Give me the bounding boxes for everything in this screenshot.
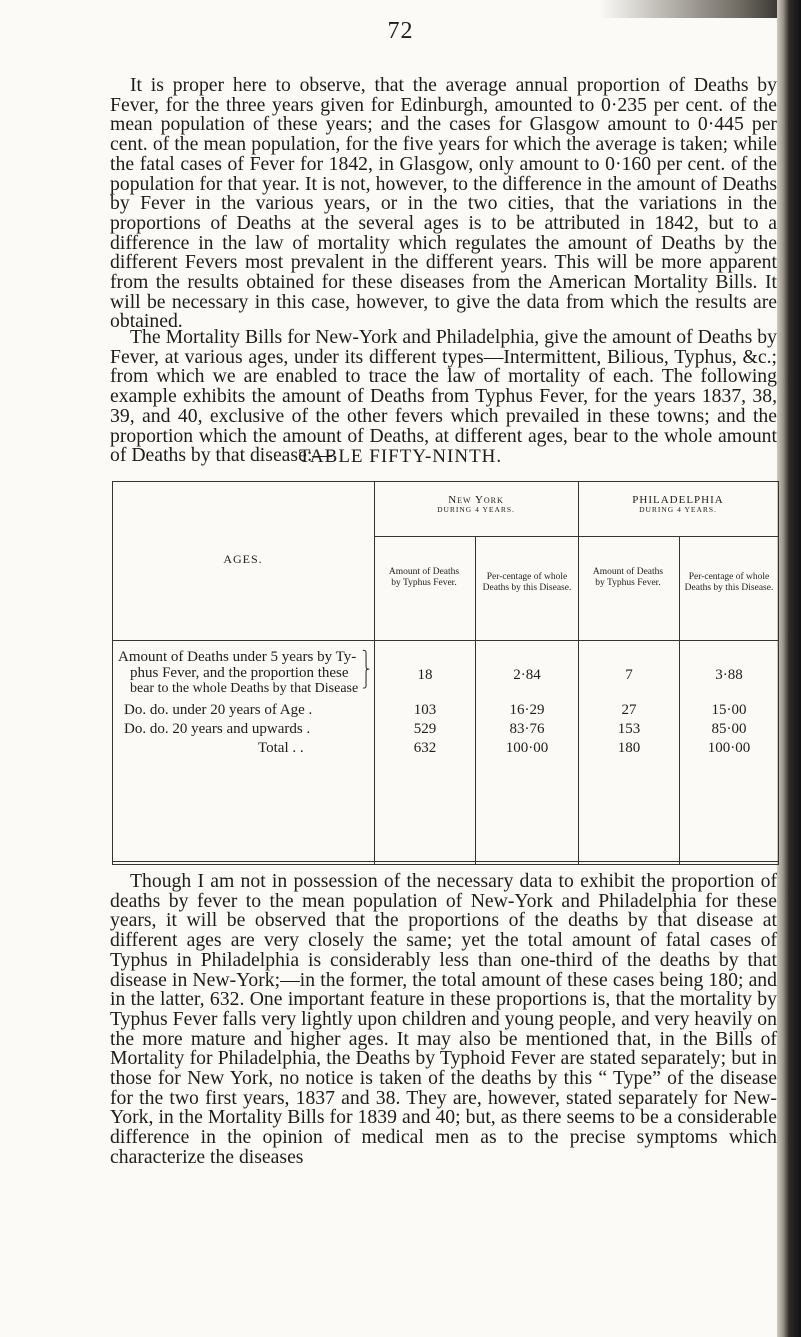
paragraph-1: It is proper here to observe, that the average annual proportion of Deaths by Fever, for the three years given for Edinburgh, amounted to 0·235 per cent. of the mean population of these years; and the cases for Glasgow amount to 0·445 per cent. of the mean population, for the five years for which the average is taken; while the fatal cases of Fever for 1842, in Glasgow, only amount to 0·160 per cent. of the population for that year. It is not, however, to the difference in the amount of Deaths by Fever in the various years, or in the two cities, that the variations in the proportions of Deaths at the several ages is to be attributed in 1842, but to a difference in the law of mortality which regulates the amount of Deaths by the different Fevers most prevalent in the different years. This will be more apparent from the results obtained for these diseases from the American Mortality Bills. It will be necessary in this case, however, to give the data from which the results are obtained. bbox=[110, 74, 777, 333]
table-title: TABLE FIFTY-NINTH. bbox=[298, 446, 503, 467]
ny-percent-cell: 2·84 bbox=[513, 667, 541, 683]
ph-percent-cell: 15·00 bbox=[711, 702, 747, 718]
row-label-20-and-upwards: Do. do. 20 years and upwards . bbox=[124, 721, 311, 737]
ny-amount-cell: 103 bbox=[413, 702, 437, 718]
ph-percent-header: Per-centage of whole Deaths by this Disease. bbox=[684, 572, 774, 593]
ny-amount-total: 632 bbox=[413, 740, 437, 756]
table-group-rule bbox=[374, 536, 778, 537]
ph-amount-cell: 7 bbox=[625, 667, 633, 683]
new-york-header: New York bbox=[448, 494, 504, 506]
row-label-under-5 bbox=[118, 649, 358, 697]
row-label-line: bear to the whole Deaths by that Disease bbox=[130, 681, 359, 696]
ny-percent-header: Per-centage of whole Deaths by this Disease. bbox=[482, 572, 572, 593]
table-right-rule bbox=[778, 481, 779, 865]
ph-percent-cell: 85·00 bbox=[711, 721, 747, 737]
ny-amount-cell: 18 bbox=[417, 667, 433, 683]
ph-amount-cell: 27 bbox=[621, 702, 637, 718]
page-edge-shadow bbox=[777, 0, 801, 1337]
page-edge-shadow-top bbox=[600, 0, 801, 18]
ph-amount-header: Amount of Deaths by Typhus Fever. bbox=[592, 567, 664, 588]
ages-header: AGES. bbox=[223, 552, 263, 566]
new-york-group-header bbox=[374, 495, 578, 515]
ny-percent-cell: 83·76 bbox=[509, 721, 545, 737]
row-label-under-20: Do. do. under 20 years of Age . bbox=[124, 702, 313, 718]
row-label-line: Amount of Deaths under 5 years by Ty- bbox=[118, 649, 357, 665]
ph-amount-cell: 153 bbox=[617, 721, 641, 737]
page-number: 72 bbox=[387, 18, 414, 44]
ny-percent-total: 100·00 bbox=[505, 740, 549, 756]
paragraph-2: The Mortality Bills for New-York and Philadelphia, give the amount of Deaths by Fever, at various ages, under its different types—Intermittent, Bilious, Typhus, &c.; from which we are enabled to trace the law of mortality of each. The following example exhibits the amount of Deaths from Typhus Fever, for the years 1837, 38, 39, and 40, exclusive of the other fevers which prevailed in these towns; and the proportion which the amount of Deaths, at different ages, bear to the whole amount of Deaths by that disease:— bbox=[110, 326, 777, 467]
new-york-sub-header: DURING 4 YEARS. bbox=[437, 505, 515, 514]
paragraph-3: Though I am not in possession of the necessary data to exhibit the proportion of deaths by fever to the mean population of New-York and Philadelphia for these years, it will be observed that the proportions of the deaths by that disease at different ages are very closely the same; yet the total amount of fatal cases of Typhus in Philadelphia is considerably less than one-third of the deaths by that disease in New-York;—in the former, the total amount of these cases being 180; and in the latter, 632. One important feature in these proportions is, that the mortality by Typhus Fever falls very lightly upon children and young people, and very heavily on the more mature and higher ages. It may also be mentioned that, in the Bills of Mortality for Philadelphia, the Deaths by Typhoid Fever are stated separately; but in those for New York, no notice is taken of the deaths by this “ Type” of the disease for the two first years, 1837 and 38. They are, however, stated separately for New-York, in the Mortality Bills for 1839 and 40; but, as there seems to be a considerable difference in the opinion of medical men as to the precise symptoms which characterize the diseases bbox=[110, 870, 777, 1168]
mortality-table bbox=[112, 481, 779, 865]
ny-amount-header: Amount of Deaths by Typhus Fever. bbox=[388, 567, 460, 588]
row-brace: ⎫ ⎬ ⎭ bbox=[362, 651, 371, 689]
table-left-rule bbox=[112, 481, 113, 865]
ny-amount-cell: 529 bbox=[413, 721, 437, 737]
philadelphia-group-header bbox=[578, 495, 778, 515]
row-label-total: Total . . bbox=[258, 740, 304, 756]
philadelphia-sub-header: DURING 4 YEARS. bbox=[639, 505, 717, 514]
row-label-line: phus Fever, and the proportion these bbox=[130, 665, 349, 681]
ph-amount-total: 180 bbox=[617, 740, 641, 756]
ny-percent-cell: 16·29 bbox=[509, 702, 545, 718]
table-top-rule bbox=[112, 481, 779, 482]
ph-percent-total: 100·00 bbox=[707, 740, 751, 756]
table-header-rule bbox=[112, 640, 779, 641]
philadelphia-header: PHILADELPHIA bbox=[632, 494, 724, 506]
ph-percent-cell: 3·88 bbox=[715, 667, 743, 683]
